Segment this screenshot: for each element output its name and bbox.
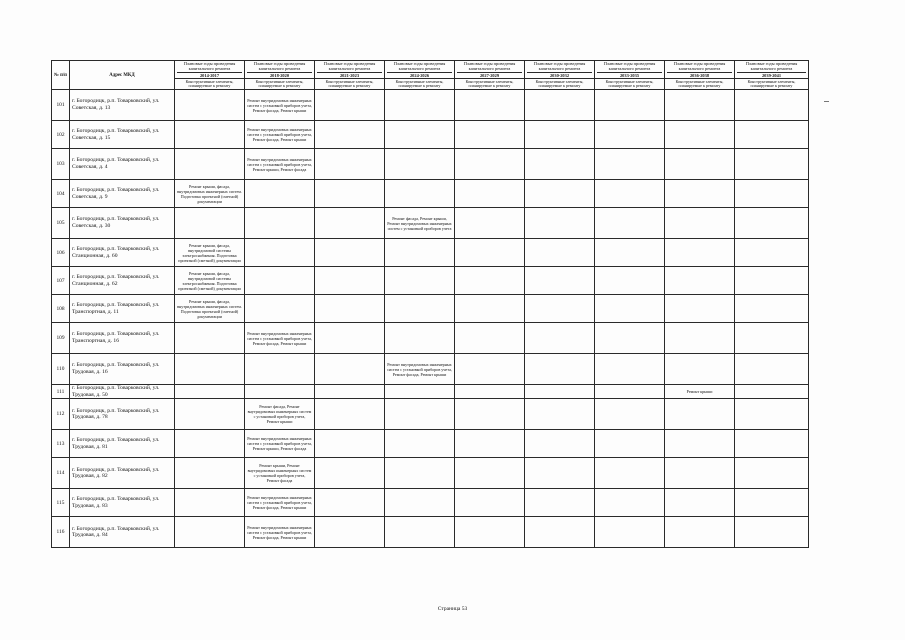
row-number: 104 xyxy=(52,180,70,208)
repair-works-cell xyxy=(525,399,595,430)
repair-works-cell xyxy=(665,295,735,323)
repair-works-cell xyxy=(735,399,809,430)
repair-works-cell xyxy=(315,458,385,489)
row-address: г. Богородицк, р.п. Товарковский, ул. Трудовая, д. 16 xyxy=(70,354,175,385)
table-row xyxy=(52,295,809,323)
repair-works-cell xyxy=(175,354,245,385)
repair-works-cell xyxy=(315,489,385,517)
header-period xyxy=(595,61,665,79)
repair-works-cell xyxy=(245,295,315,323)
repair-works-cell xyxy=(455,323,525,354)
header-period xyxy=(245,61,315,79)
repair-works-cell xyxy=(735,295,809,323)
repair-works-cell xyxy=(455,385,525,399)
repair-works-cell: Ремонт фасада, Ремонт внутридомовых инженерных систем с установкой приборов учета, Ремонт крыши xyxy=(245,399,315,430)
repair-works-cell xyxy=(315,323,385,354)
repair-works-cell xyxy=(525,239,595,267)
repair-works-cell xyxy=(665,430,735,458)
header-period-label: Плановые годы проведения капитального ремонта xyxy=(533,61,586,71)
repair-works-cell xyxy=(665,149,735,180)
header-period xyxy=(315,61,385,79)
repair-works-cell xyxy=(455,180,525,208)
repair-works-cell xyxy=(665,458,735,489)
repair-works-cell xyxy=(455,489,525,517)
table-row xyxy=(52,267,809,295)
repair-works-cell: Ремонт фасада, Ремонт крыши, Ремонт внутридомовых инженерных систем с установкой приборов учета xyxy=(385,208,455,239)
scan-mark xyxy=(824,101,829,102)
repair-works-cell xyxy=(735,430,809,458)
header-period-label: Плановые годы проведения капитального ремонта xyxy=(673,61,726,71)
repair-works-cell xyxy=(735,208,809,239)
repair-works-cell xyxy=(455,399,525,430)
repair-works-cell xyxy=(175,399,245,430)
repair-works-cell xyxy=(385,323,455,354)
repair-works-cell xyxy=(665,489,735,517)
header-address: Адрес МКД xyxy=(70,61,175,90)
header-elements-subtitle: Конструктивные элементы, планируемые к ремонту xyxy=(455,79,525,90)
header-period-label: Плановые годы проведения капитального ремонта xyxy=(393,61,446,71)
table-row xyxy=(52,517,809,548)
repair-works-cell xyxy=(455,517,525,548)
repair-works-cell xyxy=(525,267,595,295)
repair-works-cell xyxy=(245,180,315,208)
row-address: г. Богородицк, р.п. Товарковский, ул. Трудовая, д. 78 xyxy=(70,399,175,430)
repair-works-cell xyxy=(525,323,595,354)
row-address: г. Богородицк, р.п. Товарковский, ул. Транспортная, д. 16 xyxy=(70,323,175,354)
repair-works-cell xyxy=(385,295,455,323)
repair-works-cell xyxy=(595,121,665,149)
repair-works-cell xyxy=(385,458,455,489)
repair-works-cell xyxy=(455,430,525,458)
header-period xyxy=(665,61,735,79)
repair-works-cell: Ремонт внутридомовых инженерных систем с установкой приборов учета, Ремонт фасада, Ремонт крыши xyxy=(385,354,455,385)
repair-works-cell xyxy=(245,354,315,385)
row-number: 116 xyxy=(52,517,70,548)
header-period-years: 2021-2023 xyxy=(317,72,382,78)
repair-works-cell xyxy=(595,149,665,180)
row-number: 103 xyxy=(52,149,70,180)
row-number: 112 xyxy=(52,399,70,430)
repair-works-cell xyxy=(175,90,245,121)
repair-works-cell xyxy=(315,399,385,430)
repair-works-cell xyxy=(525,489,595,517)
repair-works-cell xyxy=(175,208,245,239)
repair-works-cell xyxy=(735,121,809,149)
repair-works-cell xyxy=(595,399,665,430)
repair-works-cell xyxy=(525,180,595,208)
repair-works-cell xyxy=(315,121,385,149)
row-address: г. Богородицк, р.п. Товарковский, ул. Трудовая, д. 84 xyxy=(70,517,175,548)
repair-works-cell xyxy=(315,267,385,295)
header-elements-subtitle: Конструктивные элементы, планируемые к ремонту xyxy=(525,79,595,90)
table-row xyxy=(52,121,809,149)
header-row xyxy=(52,61,809,79)
header-period xyxy=(385,61,455,79)
header-period-label: Плановые годы проведения капитального ремонта xyxy=(253,61,306,71)
row-number: 108 xyxy=(52,295,70,323)
repair-works-cell xyxy=(385,385,455,399)
repair-works-cell xyxy=(595,430,665,458)
repair-works-cell xyxy=(455,90,525,121)
repair-works-cell xyxy=(385,239,455,267)
repair-works-cell xyxy=(525,149,595,180)
header-period xyxy=(175,61,245,79)
repair-works-cell: Ремонт внутридомовых инженерных систем с установкой приборов учета, Ремонт крыши, Ремонт фасада xyxy=(245,149,315,180)
header-period xyxy=(525,61,595,79)
row-address: г. Богородицк, р.п. Товарковский, ул. Советская, д. 9 xyxy=(70,180,175,208)
repair-works-cell xyxy=(525,295,595,323)
repair-works-cell xyxy=(315,208,385,239)
repair-works-cell xyxy=(595,323,665,354)
table-row xyxy=(52,149,809,180)
header-elements-subtitle: Конструктивные элементы, планируемые к ремонту xyxy=(665,79,735,90)
repair-works-cell xyxy=(735,458,809,489)
repair-works-cell xyxy=(455,295,525,323)
repair-works-cell xyxy=(735,149,809,180)
repair-works-cell xyxy=(735,489,809,517)
header-elements-subtitle: Конструктивные элементы, планируемые к ремонту xyxy=(245,79,315,90)
repair-works-cell xyxy=(175,149,245,180)
table-row xyxy=(52,430,809,458)
repair-works-cell xyxy=(595,208,665,239)
repair-works-cell xyxy=(315,430,385,458)
repair-works-cell xyxy=(665,267,735,295)
table-row xyxy=(52,489,809,517)
row-number: 114 xyxy=(52,458,70,489)
row-address: г. Богородицк, р.п. Товарковский, ул. Трудовая, д. 82 xyxy=(70,458,175,489)
table-header xyxy=(52,61,809,90)
row-number: 106 xyxy=(52,239,70,267)
repair-works-cell xyxy=(595,267,665,295)
row-number: 105 xyxy=(52,208,70,239)
header-elements-subtitle: Конструктивные элементы, планируемые к ремонту xyxy=(175,79,245,90)
repair-works-cell xyxy=(665,90,735,121)
header-period-years: 2018-2020 xyxy=(247,72,312,78)
repair-works-cell xyxy=(665,121,735,149)
repair-works-cell xyxy=(665,323,735,354)
repair-works-cell: Ремонт крыши, фасада, внутридомовой системы электроснабжения. Подготовка проектной (сметной) документации xyxy=(175,239,245,267)
repair-works-cell xyxy=(595,180,665,208)
table-row xyxy=(52,458,809,489)
repair-works-cell xyxy=(315,517,385,548)
repair-works-cell xyxy=(665,399,735,430)
header-period-years: 2030-2032 xyxy=(527,72,592,78)
table-row xyxy=(52,354,809,385)
repair-works-cell xyxy=(245,385,315,399)
row-number: 111 xyxy=(52,385,70,399)
row-address: г. Богородицк, р.п. Товарковский, ул. Советская, д. 30 xyxy=(70,208,175,239)
repair-works-cell xyxy=(595,354,665,385)
repair-works-cell xyxy=(595,517,665,548)
repair-works-cell xyxy=(385,517,455,548)
header-period-label: Плановые годы проведения капитального ремонта xyxy=(323,61,376,71)
header-period-label: Плановые годы проведения капитального ремонта xyxy=(603,61,656,71)
repair-works-cell xyxy=(735,385,809,399)
repair-works-cell xyxy=(665,208,735,239)
page-number: Страница 53 xyxy=(437,606,468,612)
repair-works-cell xyxy=(315,354,385,385)
repair-works-cell xyxy=(385,430,455,458)
repair-works-cell xyxy=(175,430,245,458)
repair-works-cell xyxy=(315,149,385,180)
row-address: г. Богородицк, р.п. Товарковский, ул. Советская, д. 15 xyxy=(70,121,175,149)
repair-works-cell xyxy=(455,354,525,385)
repair-works-cell xyxy=(525,354,595,385)
repair-works-cell xyxy=(455,239,525,267)
header-period xyxy=(455,61,525,79)
repair-works-cell xyxy=(665,180,735,208)
repair-works-cell xyxy=(175,323,245,354)
repair-works-cell: Ремонт внутридомовых инженерных систем с установкой приборов учета, Ремонт фасада, Ремонт крыши xyxy=(245,90,315,121)
row-number: 110 xyxy=(52,354,70,385)
repair-schedule-table xyxy=(51,60,809,548)
repair-works-cell xyxy=(455,208,525,239)
header-elements-subtitle: Конструктивные элементы, планируемые к ремонту xyxy=(735,79,809,90)
repair-works-cell xyxy=(455,121,525,149)
row-address: г. Богородицк, р.п. Товарковский, ул. Трудовая, д. 81 xyxy=(70,430,175,458)
repair-works-cell: Ремонт крыши, Ремонт внутридомовых инженерных систем с установкой приборов учета, Ремонт фасада xyxy=(245,458,315,489)
row-address: г. Богородицк, р.п. Товарковский, ул. Транспортная, д. 11 xyxy=(70,295,175,323)
repair-works-cell: Ремонт крыши, фасада, внутридомовой системы электроснабжения. Подготовка проектной (сметной) документации xyxy=(175,267,245,295)
repair-works-cell: Ремонт внутридомовых инженерных систем с установкой приборов учета, Ремонт фасада, Ремонт крыши xyxy=(245,121,315,149)
repair-works-cell xyxy=(595,385,665,399)
row-address: г. Богородицк, р.п. Товарковский, ул. Трудовая, д. 83 xyxy=(70,489,175,517)
repair-works-cell xyxy=(385,489,455,517)
table-row xyxy=(52,323,809,354)
repair-works-cell xyxy=(735,239,809,267)
repair-works-cell xyxy=(735,267,809,295)
row-number: 107 xyxy=(52,267,70,295)
header-num: № п/п xyxy=(52,61,70,90)
repair-works-cell xyxy=(525,517,595,548)
row-number: 115 xyxy=(52,489,70,517)
repair-works-cell xyxy=(735,354,809,385)
repair-works-cell: Ремонт внутридомовых инженерных систем с установкой приборов учета, Ремонт крыши, Ремонт фасада xyxy=(245,430,315,458)
repair-works-cell xyxy=(245,208,315,239)
header-period-label: Плановые годы проведения капитального ремонта xyxy=(463,61,516,71)
repair-works-cell xyxy=(525,208,595,239)
repair-works-cell xyxy=(735,517,809,548)
header-period xyxy=(735,61,809,79)
row-address: г. Богородицк, р.п. Товарковский, ул. Советская, д. 4 xyxy=(70,149,175,180)
table-row xyxy=(52,399,809,430)
repair-works-cell: Ремонт внутридомовых инженерных систем с установкой приборов учета, Ремонт фасада, Ремонт крыши xyxy=(245,489,315,517)
header-period-years: 2033-2035 xyxy=(597,72,662,78)
table-row xyxy=(52,180,809,208)
repair-works-cell xyxy=(175,458,245,489)
table-row xyxy=(52,385,809,399)
row-number: 102 xyxy=(52,121,70,149)
header-elements-subtitle: Конструктивные элементы, планируемые к ремонту xyxy=(315,79,385,90)
repair-works-cell xyxy=(385,90,455,121)
repair-works-cell xyxy=(455,458,525,489)
repair-works-cell: Ремонт внутридомовых инженерных систем с установкой приборов учета, Ремонт фасада, Ремонт крыши xyxy=(245,323,315,354)
header-period-years: 2024-2026 xyxy=(387,72,452,78)
repair-works-cell xyxy=(525,430,595,458)
row-address: г. Богородицк, р.п. Товарковский, ул. Трудовая, д. 50 xyxy=(70,385,175,399)
repair-works-cell xyxy=(595,295,665,323)
repair-works-cell: Ремонт крыши, фасада, внутридомовых инженерных систем. Подготовка проектной (сметной) документации xyxy=(175,295,245,323)
header-period-years: 2014-2017 xyxy=(177,72,242,78)
repair-works-cell xyxy=(175,385,245,399)
repair-works-cell xyxy=(525,458,595,489)
row-address: г. Богородицк, р.п. Товарковский, ул. Советская, д. 13 xyxy=(70,90,175,121)
repair-works-cell xyxy=(665,239,735,267)
repair-works-cell xyxy=(315,180,385,208)
repair-works-cell xyxy=(735,90,809,121)
repair-works-cell xyxy=(315,385,385,399)
repair-works-cell: Ремонт крыши, фасада, внутридомовых инженерных систем. Подготовка проектной (сметной) документации xyxy=(175,180,245,208)
repair-works-cell xyxy=(175,517,245,548)
repair-works-cell xyxy=(735,323,809,354)
repair-works-cell xyxy=(455,149,525,180)
row-number: 109 xyxy=(52,323,70,354)
repair-works-cell xyxy=(665,517,735,548)
repair-works-cell xyxy=(245,267,315,295)
repair-works-cell: Ремонт крыши xyxy=(665,385,735,399)
row-address: г. Богородицк, р.п. Товарковский, ул. Станционная, д. 62 xyxy=(70,267,175,295)
table-row xyxy=(52,208,809,239)
header-elements-subtitle: Конструктивные элементы, планируемые к ремонту xyxy=(595,79,665,90)
repair-works-cell xyxy=(385,180,455,208)
header-period-years: 2039-2041 xyxy=(737,72,806,78)
repair-works-cell xyxy=(595,90,665,121)
table-body xyxy=(52,90,809,548)
row-number: 113 xyxy=(52,430,70,458)
repair-works-cell: Ремонт внутридомовых инженерных систем с установкой приборов учета, Ремонт фасада, Ремонт крыши xyxy=(245,517,315,548)
repair-works-cell xyxy=(665,354,735,385)
repair-works-cell xyxy=(175,121,245,149)
repair-works-cell xyxy=(315,90,385,121)
table-row xyxy=(52,239,809,267)
header-period-years: 2027-2029 xyxy=(457,72,522,78)
repair-works-cell xyxy=(315,239,385,267)
repair-works-cell xyxy=(525,90,595,121)
repair-works-cell xyxy=(595,458,665,489)
header-period-label: Плановые годы проведения капитального ремонта xyxy=(745,61,798,71)
table-row xyxy=(52,90,809,121)
header-period-years: 2036-2038 xyxy=(667,72,732,78)
repair-works-cell xyxy=(385,267,455,295)
header-period-label: Плановые годы проведения капитального ремонта xyxy=(183,61,236,71)
repair-works-cell xyxy=(455,267,525,295)
repair-works-cell xyxy=(385,121,455,149)
repair-works-cell xyxy=(245,239,315,267)
repair-works-cell xyxy=(385,149,455,180)
repair-works-cell xyxy=(175,489,245,517)
repair-works-cell xyxy=(385,399,455,430)
repair-works-cell xyxy=(735,180,809,208)
repair-works-cell xyxy=(315,295,385,323)
header-elements-subtitle: Конструктивные элементы, планируемые к ремонту xyxy=(385,79,455,90)
row-number: 101 xyxy=(52,90,70,121)
repair-works-cell xyxy=(595,239,665,267)
row-address: г. Богородицк, р.п. Товарковский, ул. Станционная, д. 60 xyxy=(70,239,175,267)
repair-works-cell xyxy=(525,385,595,399)
repair-works-cell xyxy=(525,121,595,149)
repair-works-cell xyxy=(595,489,665,517)
